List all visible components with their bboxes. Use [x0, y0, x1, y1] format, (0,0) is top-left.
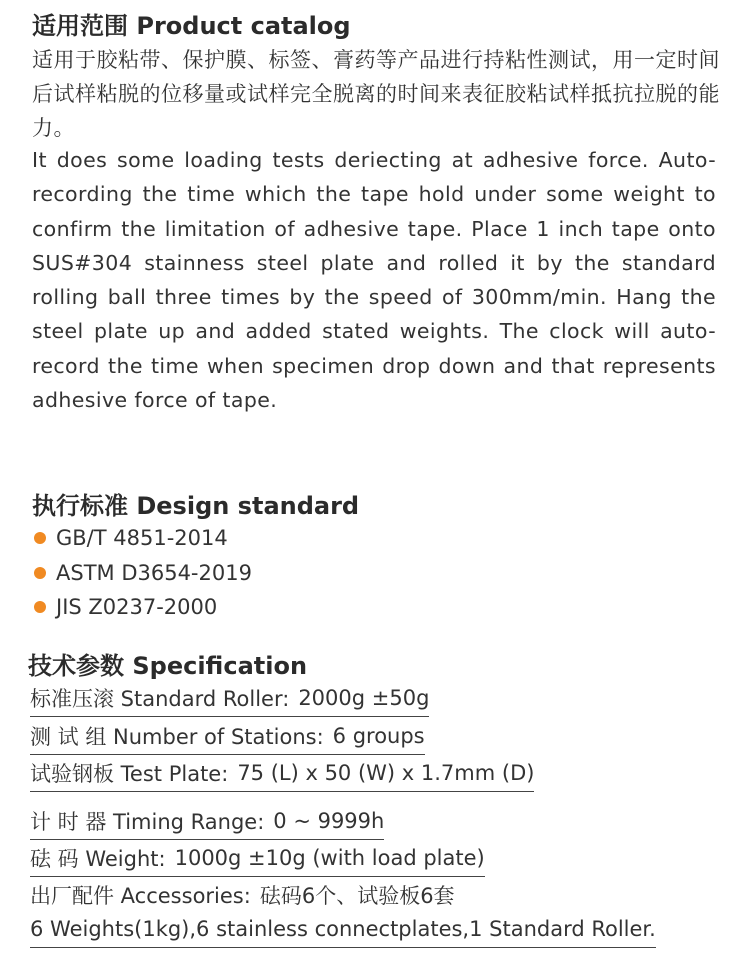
spec-label: 计 时 器 Timing Range:: [30, 810, 265, 834]
spec-value: 6 groups: [332, 724, 425, 748]
spec-row-number-of-stations: [30, 718, 425, 755]
spec-label: 测 试 组 Number of Stations:: [30, 725, 324, 749]
standard-item-label: ASTM D3654-2019: [56, 560, 252, 585]
spec-value: 1000g ±10g (with load plate): [174, 846, 485, 870]
spec-accessories-detail: [30, 911, 656, 948]
catalog-description-en: It does some loading tests deriecting at adhesive force. Auto-recording the time which the tape hold under some weight to confirm the limitation of adhesive tape. Place 1 inch tape onto SUS#304 stainness steel plate and rolled it by the standard rolling ball three times by the speed of 300mm/min. Hang the steel plate up and added stated weights. The clock will auto-record the time when specimen drop down and that represents adhesive force of tape.: [32, 148, 716, 413]
bullet-dot-icon: [34, 532, 46, 544]
catalog-description-cn: 适用于胶粘带、保护膜、标签、膏药等产品进行持粘性测试，用一定时间后试样粘脱的位移量或试样完全脱离的时间来表征胶粘试样抵抗拉脱的能力。: [32, 48, 720, 140]
spec-label: 砝 码 Weight:: [30, 847, 166, 871]
bullet-dot-icon: [34, 601, 46, 613]
spec-row-standard-roller: [30, 680, 429, 717]
spec-value: 75 (L) x 50 (W) x 1.7mm (D): [237, 761, 535, 785]
spec-row-weight: [30, 840, 485, 877]
spec-value: 2000g ±50g: [298, 686, 430, 710]
standards-heading: 执行标准 Design standard: [32, 492, 360, 520]
spec-label: 标准压滚 Standard Roller:: [30, 687, 290, 711]
spec-label: 出厂配件 Accessories:: [30, 884, 251, 908]
standard-item: [34, 590, 252, 625]
standard-item-label: GB/T 4851-2014: [56, 526, 228, 551]
standard-item: [34, 556, 252, 591]
specification-heading: 技术参数 Specification: [28, 652, 308, 680]
catalog-heading: 适用范围 Product catalog: [32, 12, 351, 40]
spec-row-accessories: [30, 877, 455, 913]
spec-value: 0 ~ 9999h: [273, 809, 385, 833]
standard-item: [34, 521, 252, 556]
standard-item-label: JIS Z0237-2000: [56, 595, 218, 620]
bullet-dot-icon: [34, 567, 46, 579]
spec-label: 试验钢板 Test Plate:: [30, 762, 229, 786]
spec-value: 砝码6个、试验板6套: [259, 884, 455, 908]
spec-value: 6 Weights(1kg),6 stainless connectplates,1 Standard Roller.: [30, 917, 656, 941]
spec-row-timing-range: [30, 803, 384, 840]
spec-row-test-plate: [30, 755, 534, 792]
standards-list: [34, 521, 252, 625]
